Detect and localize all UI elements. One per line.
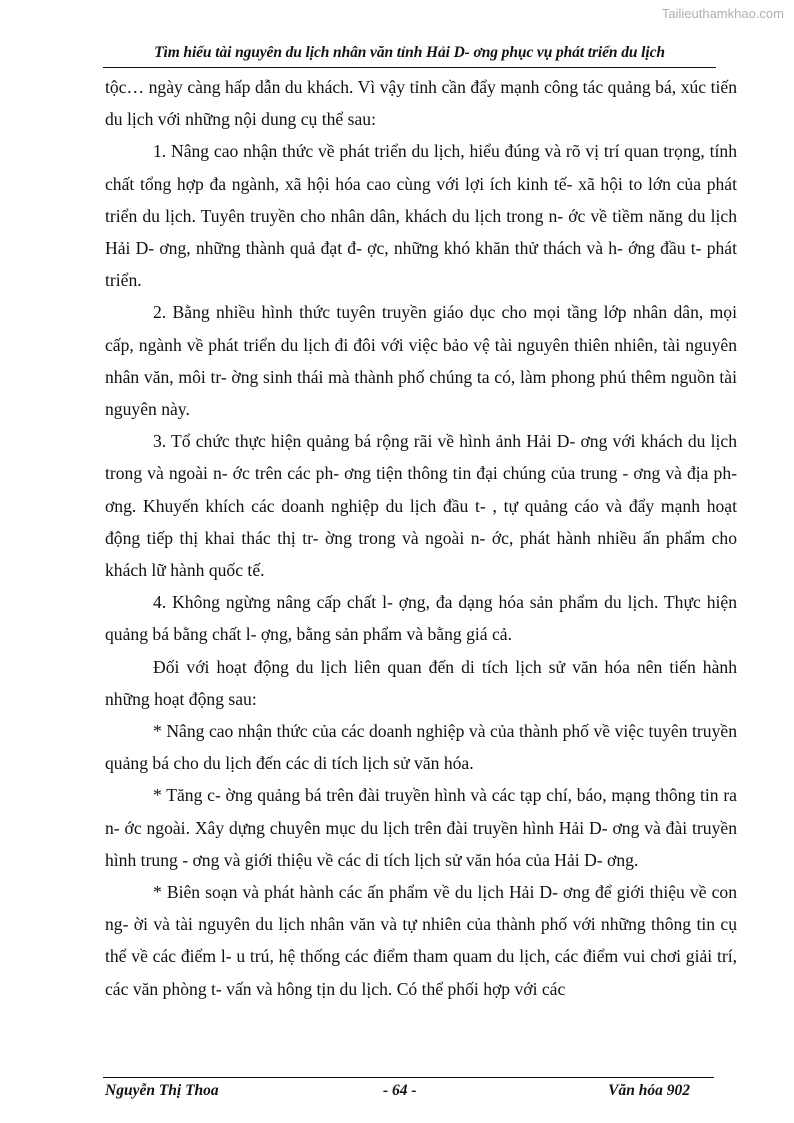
document-body	[105, 71, 737, 1005]
paragraph-bullet-3: * Biên soạn và phát hành các ấn phẩm về du lịch Hải D- ơng để giới thiệu về con ng- ời và tài nguyên du lịch nhân văn và tự nhiên của thành phố với những thông tin cụ thể về các điểm l- u trú, hệ thống các điểm tham quam du lịch, các điểm vui chơi giải trí, các văn phòng t- vấn và hông tịn du lịch. Có thể phối hợp với các	[105, 882, 737, 999]
paragraph-bullet-2: * Tăng c- ờng quảng bá trên đài truyền hình và các tạp chí, báo, mạng thông tin ra n- ớc ngoài. Xây dựng chuyên mục du lịch trên đài truyền hình Hải D- ơng và đài truyền hình trung - ơng và giới thiệu về các di tích lịch sử văn hóa của Hải D- ơng.	[105, 785, 737, 870]
paragraph-item-4: 4. Không ngừng nâng cấp chất l- ợng, đa dạng hóa sản phẩm du lịch. Thực hiện quảng bá bằng chất l- ợng, bằng sản phẩm và bằng giá cả.	[105, 592, 737, 645]
footer-rule	[103, 1077, 714, 1078]
footer-page-number: - 64 -	[383, 1082, 417, 1099]
page-footer	[103, 1082, 714, 1104]
footer-course: Văn hóa 902	[608, 1082, 690, 1099]
paragraph-item-3: 3. Tổ chức thực hiện quảng bá rộng rãi về hình ảnh Hải D- ơng với khách du lịch trong và ngoài n- ớc trên các ph- ơng tiện thông tin đại chúng của trung - ơng và địa ph- ơng. Khuyến khích các doanh nghiệp du lịch đầu t- , tự quảng cáo và đẩy mạnh hoạt động tiếp thị khai thác thị tr- ờng trong và ngoài n- ớc, phát hành nhiều ấn phẩm cho khách lữ hành quốc tế.	[105, 431, 737, 581]
page-header-title: Tìm hiểu tài nguyên du lịch nhân văn tỉnh Hải D- ơng phục vụ phát triển du lịch	[154, 44, 665, 61]
paragraph-item-1: 1. Nâng cao nhận thức về phát triển du lịch, hiểu đúng và rõ vị trí quan trọng, tính chất tổng hợp đa ngành, xã hội hóa cao cùng với lợi ích kinh tế- xã hội to lớn của phát triển du lịch. Tuyên truyền cho nhân dân, khách du lịch trong n- ớc về tiềm năng du lịch Hải D- ơng, những thành quả đạt đ- ợc, những khó khăn thử thách và h- ớng đầu t- phát triển.	[105, 141, 737, 291]
paragraph-bullet-1: * Nâng cao nhận thức của các doanh nghiệp và của thành phố về việc tuyên truyền quảng bá cho du lịch đến các di tích lịch sử văn hóa.	[105, 721, 737, 774]
paragraph-item-2: 2. Bằng nhiều hình thức tuyên truyền giáo dục cho mọi tầng lớp nhân dân, mọi cấp, ngành về phát triển du lịch đi đôi với việc bảo vệ tài nguyên thiên nhiên, tài nguyên nhân văn, môi tr- ờng sinh thái mà thành phố chúng ta có, làm phong phú thêm nguồn tài nguyên này.	[105, 302, 737, 420]
paragraph-heritage-intro: Đối với hoạt động du lịch liên quan đến di tích lịch sử văn hóa nên tiến hành những hoạt động sau:	[105, 656, 737, 709]
watermark: Tailieuthamkhao.com	[661, 6, 784, 21]
paragraph-continuation: tộc… ngày càng hấp dẫn du khách. Vì vậy tỉnh cần đẩy mạnh công tác quảng bá, xúc tiến du lịch với những nội dung cụ thể sau:	[105, 77, 737, 130]
header-rule	[103, 67, 716, 68]
footer-author: Nguyễn Thị Thoa	[105, 1082, 219, 1099]
